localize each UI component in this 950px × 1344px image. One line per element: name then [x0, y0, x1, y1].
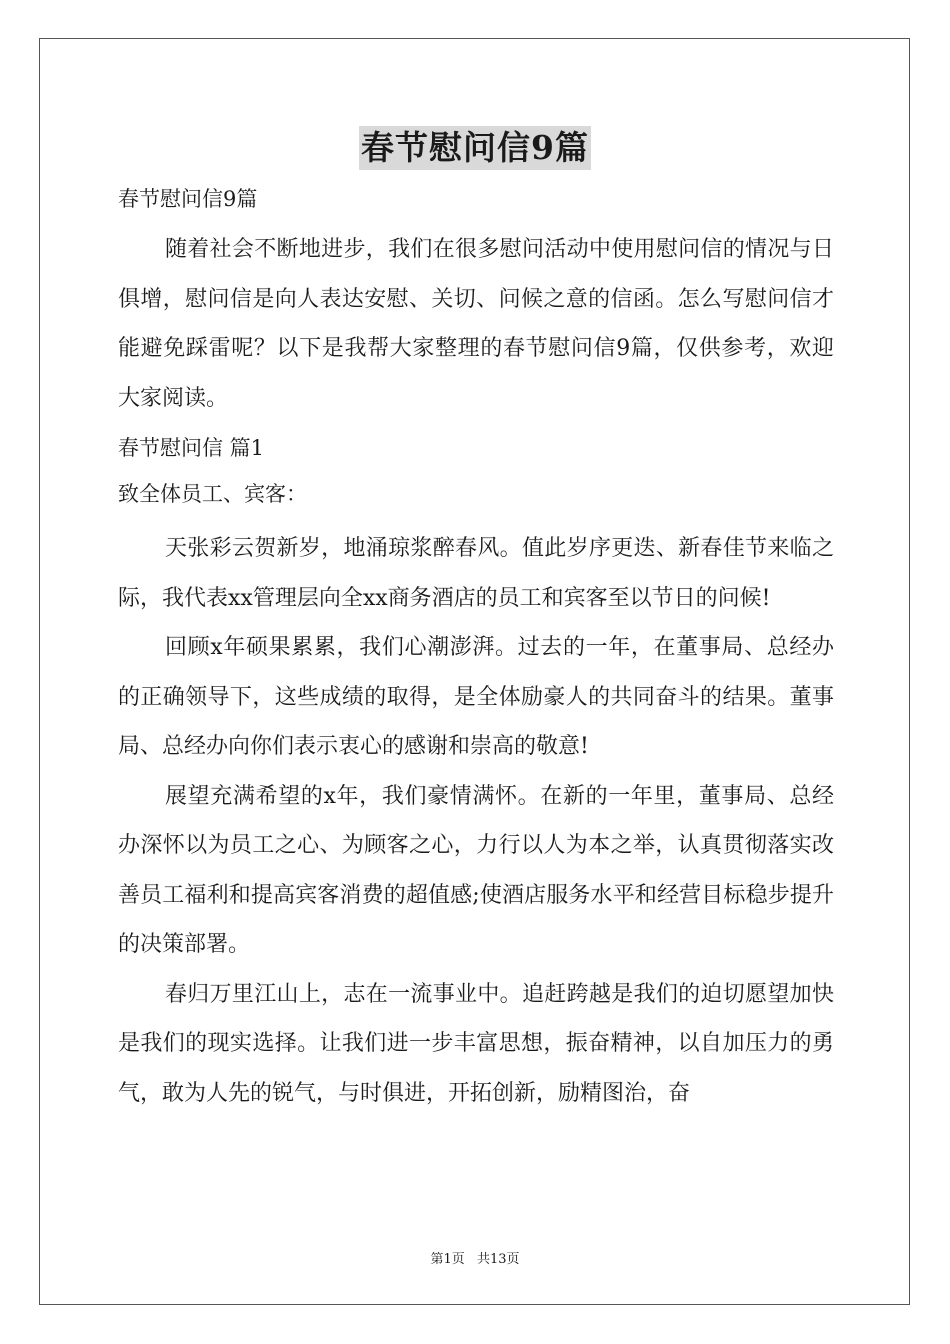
body-paragraph: 春归万里江山上，志在一流事业中。追赶跨越是我们的迫切愿望加快是我们的现实选择。让我们进一步丰富思想，振奋精神，以自加压力的勇气，敢为人先的锐气，与时俱进，开拓创新，励精图治，奋 — [118, 981, 834, 1106]
title-container — [0, 126, 950, 170]
body-paragraph: 回顾x年硕果累累，我们心潮澎湃。过去的一年，在董事局、总经办的正确领导下，这些成绩的取得，是全体励豪人的共同奋斗的结果。董事局、总经办向你们表示衷心的感谢和崇高的敬意! — [118, 635, 834, 759]
section-1-heading: 春节慰问信 篇1 — [118, 436, 265, 460]
section-1 — [118, 425, 834, 517]
salutation: 致全体员工、宾客： — [118, 482, 307, 506]
total-pages: 共13页 — [476, 1252, 520, 1267]
letter-body — [118, 524, 834, 1118]
intro-block — [118, 225, 834, 423]
intro-paragraph: 随着社会不断地进步，我们在很多慰问活动中使用慰问信的情况与日俱增，慰问信是向人表达安慰、关切、问候之意的信函。怎么写慰问信才能避免踩雷呢？以下是我帮大家整理的春节慰问信9篇，仅供参考，欢迎大家阅读。 — [118, 237, 834, 411]
document-subtitle: 春节慰问信9篇 — [118, 187, 258, 211]
page-footer — [0, 1248, 950, 1267]
body-paragraph: 天张彩云贺新岁，地涌琼浆醉春风。值此岁序更迭、新春佳节来临之际，我代表xx管理层向全xx商务酒店的员工和宾客至以节日的问候! — [118, 536, 834, 611]
body-paragraph: 展望充满希望的x年，我们豪情满怀。在新的一年里，董事局、总经办深怀以为员工之心、为顾客之心，力行以人为本之举，认真贯彻落实改善员工福利和提高宾客消费的超值感;使酒店服务水平和经营目标稳步提升的决策部署。 — [118, 783, 834, 957]
page-number: 第1页 — [430, 1252, 465, 1267]
document-title: 春节慰问信9篇 — [359, 126, 591, 170]
